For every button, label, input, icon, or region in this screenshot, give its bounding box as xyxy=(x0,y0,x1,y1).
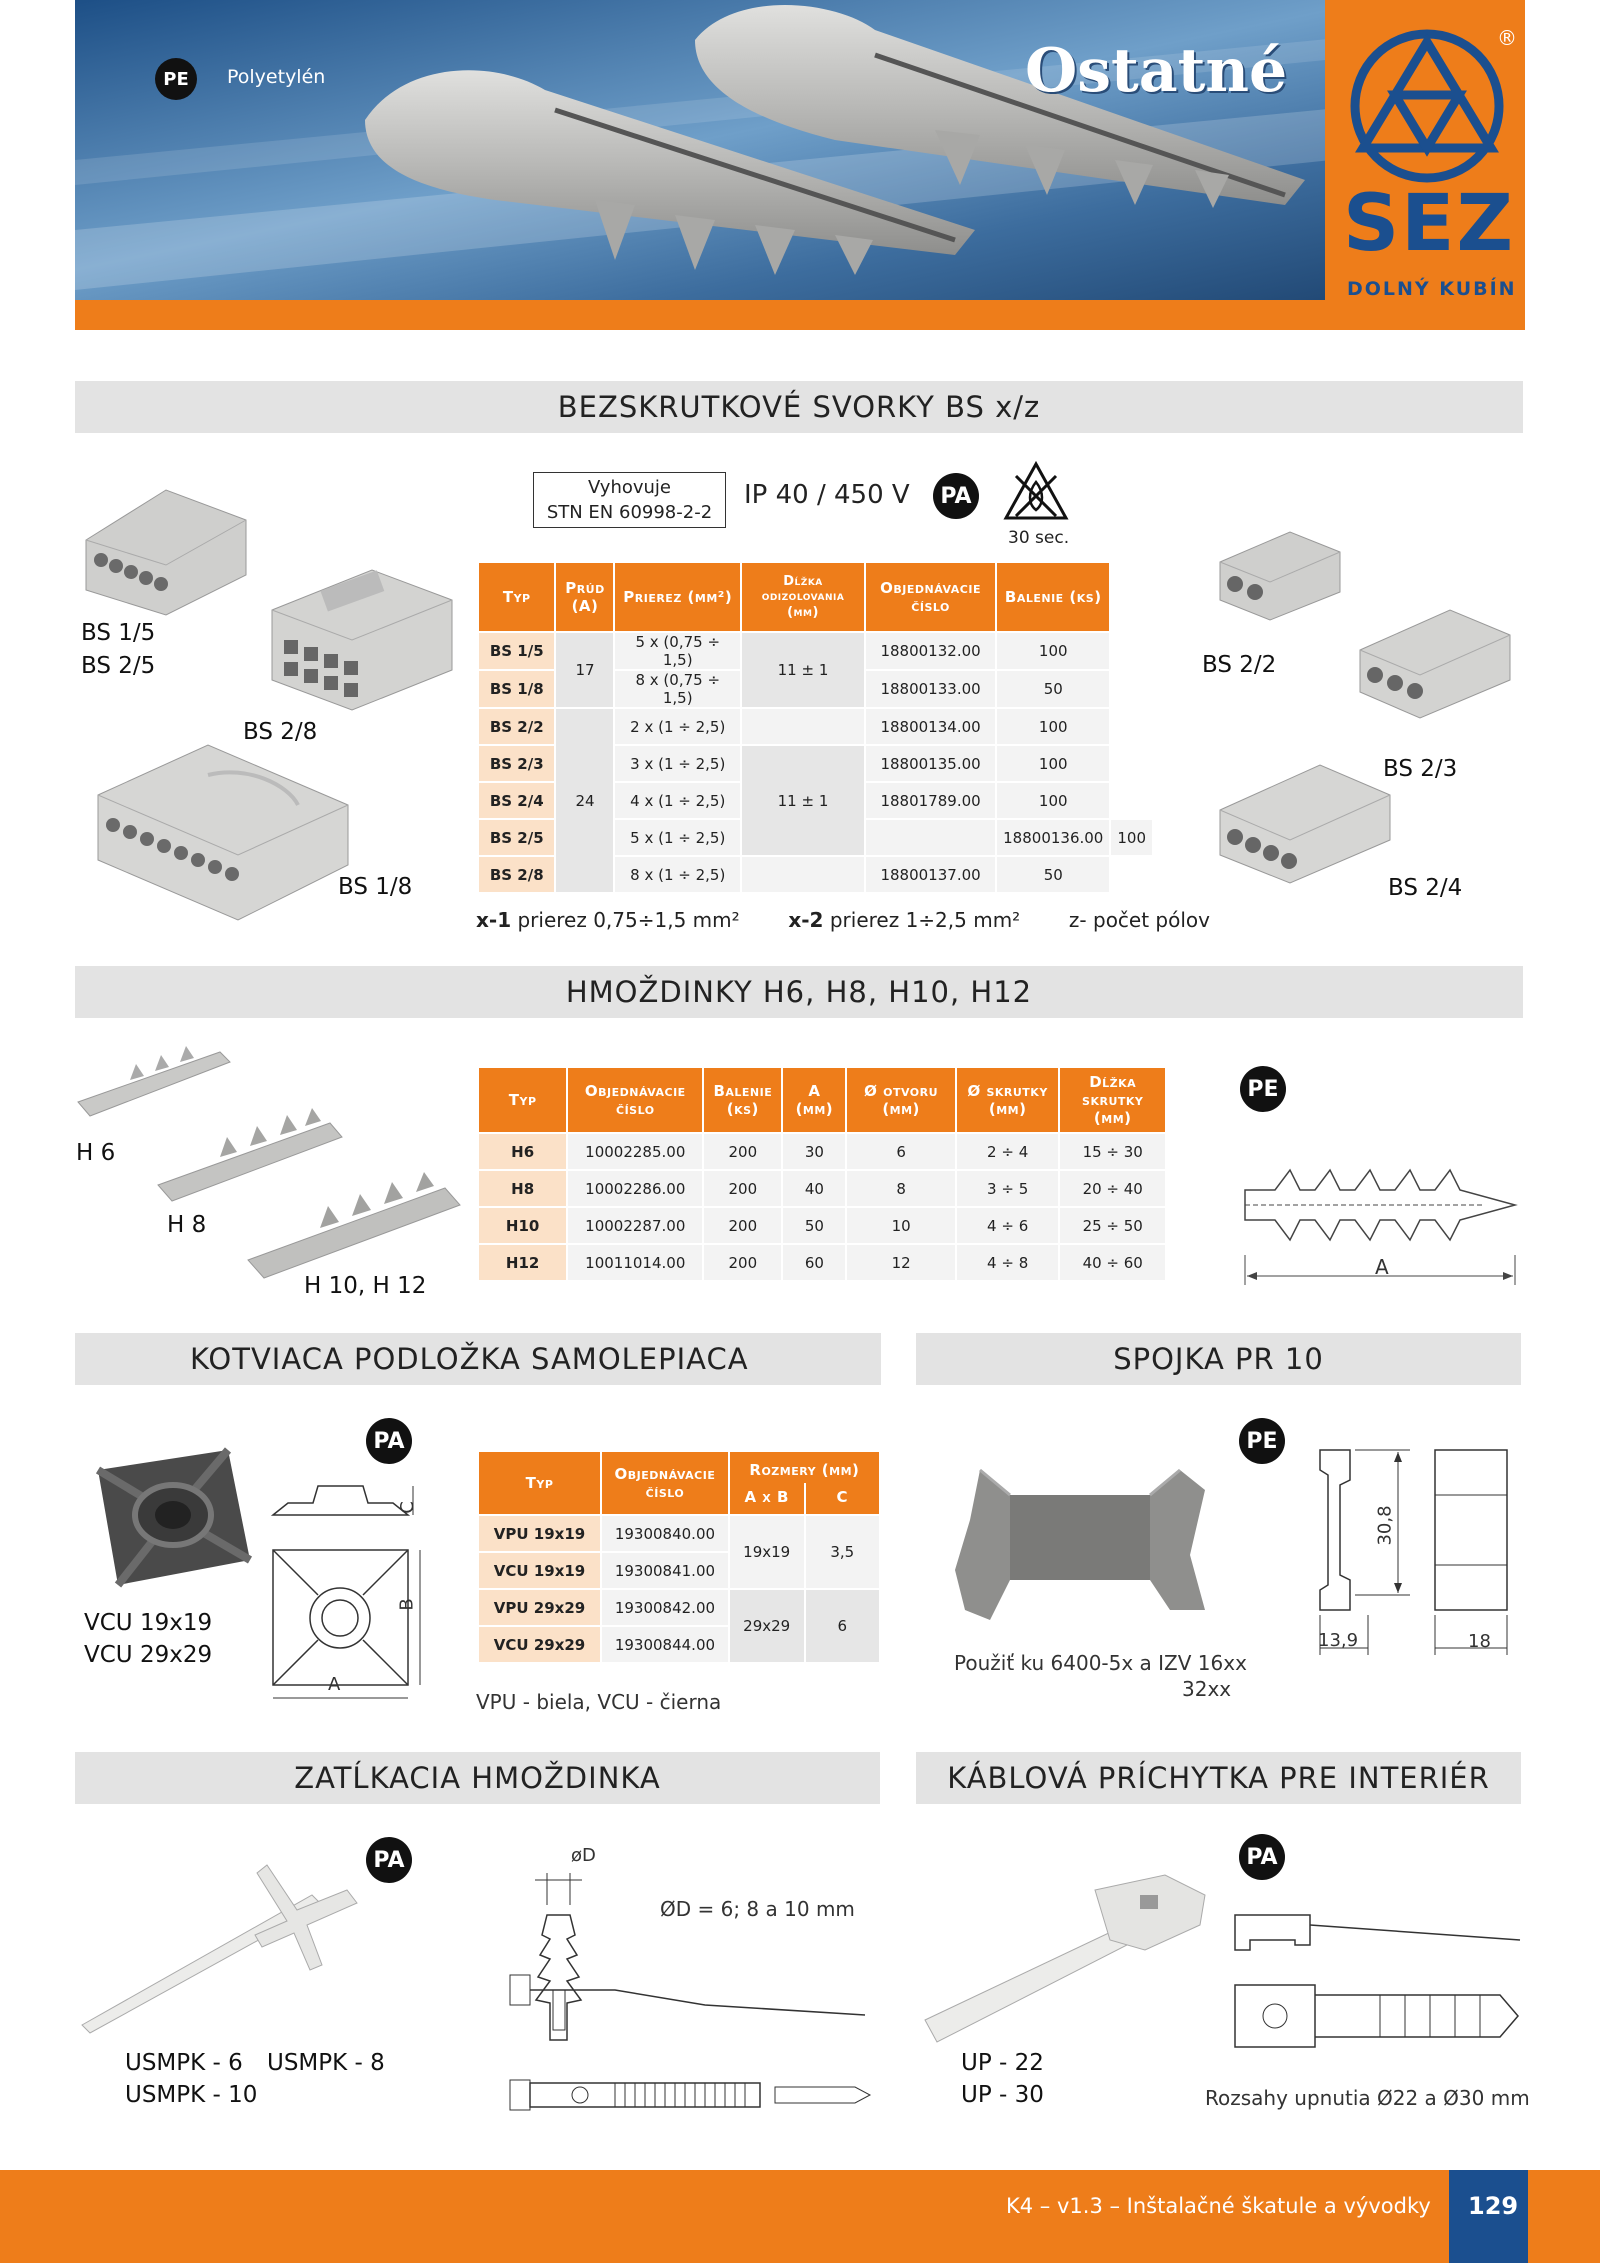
cell: 30 xyxy=(782,1133,846,1170)
sp-note-2: 32xx xyxy=(1182,1677,1232,1701)
note-z: z- počet pólov xyxy=(1068,908,1210,932)
sp-note-1: Použiť ku 6400-5x a IZV 16xx xyxy=(954,1651,1247,1675)
cell-typ: BS 2/5 xyxy=(478,819,555,856)
cell-prierez: 3 x (1 ÷ 2,5) xyxy=(614,745,741,782)
table-row xyxy=(478,708,1153,745)
label-usmpk-6: USMPK - 6 xyxy=(125,2050,243,2076)
mount-pad-image xyxy=(78,1440,258,1590)
cell-typ: BS 2/4 xyxy=(478,782,555,819)
connector-image xyxy=(950,1460,1220,1625)
cell-typ: H12 xyxy=(478,1244,567,1281)
cell: 200 xyxy=(703,1244,782,1281)
cell: 15 ÷ 30 xyxy=(1059,1133,1166,1170)
table-header-row xyxy=(478,562,1153,632)
label-bs-2-4: BS 2/4 xyxy=(1388,875,1463,901)
cell-typ: H10 xyxy=(478,1207,567,1244)
cell-dlzka-empty xyxy=(865,819,996,856)
col-cislo: Objednávacie číslo xyxy=(601,1451,729,1515)
cell-typ: BS 2/2 xyxy=(478,708,555,745)
col-rozmery: Rozmery (mm) xyxy=(729,1451,880,1483)
label-vcu-29: VCU 29x29 xyxy=(84,1642,213,1668)
cell-typ: VPU 29x29 xyxy=(478,1589,601,1626)
cell: 20 ÷ 40 xyxy=(1059,1170,1166,1207)
table-row xyxy=(478,1515,880,1552)
cell: 4 ÷ 6 xyxy=(956,1207,1060,1244)
label-h10-h12: H 10, H 12 xyxy=(304,1273,427,1299)
cell-cislo: 19300840.00 xyxy=(601,1515,729,1552)
norm-line2: STN EN 60998-2-2 xyxy=(546,502,713,523)
section-title-sp: SPOJKA PR 10 xyxy=(916,1333,1521,1385)
cell: 12 xyxy=(846,1244,956,1281)
note-x1: prierez 0,75÷1,5 mm² xyxy=(511,908,740,932)
cell: 40 xyxy=(782,1170,846,1207)
cell: 200 xyxy=(703,1207,782,1244)
plug-anchor-image xyxy=(72,1855,372,2035)
cell: 3 ÷ 5 xyxy=(956,1170,1060,1207)
cell-typ: VPU 19x19 xyxy=(478,1515,601,1552)
cell-cislo: 19300844.00 xyxy=(601,1626,729,1663)
kp-note: VPU - biela, VCU - čierna xyxy=(476,1690,722,1714)
cell-cislo: 19300841.00 xyxy=(601,1552,729,1589)
section-title-zh: ZATĹKACIA HMOŽDINKA xyxy=(75,1752,880,1804)
label-bs-2-2: BS 2/2 xyxy=(1202,652,1277,678)
kp-table xyxy=(477,1450,881,1664)
label-usmpk-8: USMPK - 8 xyxy=(267,2050,385,2076)
zh-note: ØD = 6; 8 a 10 mm xyxy=(660,1897,855,1921)
cell-dlzka: 11 ± 1 xyxy=(741,745,865,856)
label-usmpk-10: USMPK - 10 xyxy=(125,2082,258,2108)
col-balenie: Balenie (ks) xyxy=(996,562,1110,632)
bs-table xyxy=(477,561,1154,894)
cell-balenie: 100 xyxy=(996,708,1110,745)
cell: 10 xyxy=(846,1207,956,1244)
norm-box xyxy=(533,472,726,528)
dim-a-hm: A xyxy=(1375,1255,1389,1279)
pa-badge-kpi: PA xyxy=(1239,1834,1285,1880)
connector-drawing xyxy=(1300,1440,1525,1660)
cell: 60 xyxy=(782,1244,846,1281)
note-x2-label: x-2 xyxy=(788,908,824,932)
dim-height: 30,8 xyxy=(1374,1505,1396,1546)
cell-dlzka-empty xyxy=(741,708,865,745)
table-row xyxy=(478,1244,1166,1281)
anchor-h10-image xyxy=(240,1170,470,1280)
label-up-30: UP - 30 xyxy=(961,2082,1044,2108)
cell-prierez: 5 x (0,75 ÷ 1,5) xyxy=(614,632,741,670)
logo-sub: DOLNÝ KUBÍN xyxy=(1347,278,1517,300)
cell: 10002285.00 xyxy=(567,1133,703,1170)
registered-mark: ® xyxy=(1497,26,1517,50)
cell-ab: 29x29 xyxy=(729,1589,805,1663)
cell-balenie: 100 xyxy=(996,632,1110,670)
cell-prud: 24 xyxy=(555,708,614,893)
pe-badge: PE xyxy=(155,58,197,100)
cell: 4 ÷ 8 xyxy=(956,1244,1060,1281)
bs-1-5-image xyxy=(76,480,256,620)
logo-panel xyxy=(1325,0,1525,305)
label-bs-1-5: BS 1/5 xyxy=(81,620,156,646)
cell-c: 6 xyxy=(805,1589,880,1663)
col-otvor: Ø otvoru (mm) xyxy=(846,1067,956,1133)
header-photo xyxy=(75,0,1525,300)
footer-bar xyxy=(0,2170,1600,2263)
ip-rating: IP 40 / 450 V xyxy=(744,480,910,510)
cell: 10002287.00 xyxy=(567,1207,703,1244)
label-h6: H 6 xyxy=(76,1140,116,1166)
label-bs-2-5: BS 2/5 xyxy=(81,653,156,679)
cell-cislo: 18800133.00 xyxy=(865,670,996,708)
cell-balenie: 50 xyxy=(996,670,1110,708)
dim-a-kp: A xyxy=(328,1674,341,1695)
cell: 8 xyxy=(846,1170,956,1207)
cell: 2 ÷ 4 xyxy=(956,1133,1060,1170)
pa-badge-kp: PA xyxy=(366,1418,412,1464)
cell: 200 xyxy=(703,1133,782,1170)
col-ab: A x B xyxy=(729,1483,805,1515)
cable-clip-drawing xyxy=(1230,1900,1525,2065)
table-row xyxy=(478,1207,1166,1244)
col-dlzka: Dĺžka skrutky (mm) xyxy=(1059,1067,1166,1133)
cell-c: 3,5 xyxy=(805,1515,880,1589)
cable-clip-image xyxy=(915,1870,1215,2050)
bs-notes xyxy=(476,908,1210,932)
dim-b: B xyxy=(396,1598,418,1611)
cell-cislo: 19300842.00 xyxy=(601,1589,729,1626)
bs-2-2-image xyxy=(1210,522,1350,622)
label-bs-2-8: BS 2/8 xyxy=(243,719,318,745)
cell: 25 ÷ 50 xyxy=(1059,1207,1166,1244)
table-row xyxy=(478,1589,880,1626)
page-number: 129 xyxy=(1468,2192,1519,2220)
label-bs-2-3: BS 2/3 xyxy=(1383,756,1458,782)
col-typ: Typ xyxy=(478,562,555,632)
col-typ: Typ xyxy=(478,1067,567,1133)
cell-prud: 17 xyxy=(555,632,614,708)
pe-badge-hm: PE xyxy=(1240,1066,1286,1112)
logo-triangle-icon xyxy=(1347,28,1507,183)
cell-typ: BS 1/8 xyxy=(478,670,555,708)
cell-balenie: 100 xyxy=(996,745,1110,782)
section-title-hm: HMOŽDINKY H6, H8, H10, H12 xyxy=(75,966,1523,1018)
col-prud: Prúd (A) xyxy=(555,562,614,632)
col-dlzka: Dĺžka odizolovania (mm) xyxy=(741,562,865,632)
cell-balenie: 50 xyxy=(996,856,1110,893)
col-typ: Typ xyxy=(478,1451,601,1515)
table-row xyxy=(478,1170,1166,1207)
section-title-bs: BEZSKRUTKOVÉ SVORKY BS x/z xyxy=(75,381,1523,433)
cell-balenie: 100 xyxy=(996,782,1110,819)
cell-typ: H8 xyxy=(478,1170,567,1207)
logo-text: SEZ xyxy=(1343,179,1516,269)
cell-typ: BS 1/5 xyxy=(478,632,555,670)
cell-typ: VCU 19x19 xyxy=(478,1552,601,1589)
col-skrutky: Ø skrutky (mm) xyxy=(956,1067,1060,1133)
cell-typ: BS 2/8 xyxy=(478,856,555,893)
header-banner xyxy=(75,0,1525,330)
bs-1-8-image xyxy=(88,735,358,925)
cell-prierez: 8 x (1 ÷ 2,5) xyxy=(614,856,741,893)
cell-dlzka-empty xyxy=(741,856,865,893)
pa-badge-bs: PA xyxy=(933,473,979,519)
label-vcu-19: VCU 19x19 xyxy=(84,1610,213,1636)
table-row xyxy=(478,1133,1166,1170)
cell-prierez: 2 x (1 ÷ 2,5) xyxy=(614,708,741,745)
cell-cislo: 18800134.00 xyxy=(865,708,996,745)
norm-line1: Vyhovuje xyxy=(587,477,672,498)
cell: 40 ÷ 60 xyxy=(1059,1244,1166,1281)
dim-c: C xyxy=(396,1501,418,1514)
bs-2-4-image xyxy=(1210,755,1400,885)
footer-text: K4 – v1.3 – Inštalačné škatule a vývodky xyxy=(1006,2194,1431,2218)
label-bs-1-8: BS 1/8 xyxy=(338,874,413,900)
pe-badge-sp: PE xyxy=(1239,1418,1285,1464)
cell-balenie: 100 xyxy=(1110,819,1153,856)
section-title-kpi: KÁBLOVÁ PRÍCHYTKA PRE INTERIÉR xyxy=(916,1752,1521,1804)
col-c: C xyxy=(805,1483,880,1515)
cell-typ: BS 2/3 xyxy=(478,745,555,782)
cell: 50 xyxy=(782,1207,846,1244)
bs-2-3-image xyxy=(1350,600,1520,720)
cell: 10002286.00 xyxy=(567,1170,703,1207)
fire-test-label: 30 sec. xyxy=(1008,528,1070,548)
kpi-note: Rozsahy upnutia Ø22 a Ø30 mm xyxy=(1205,2086,1530,2110)
table-header-row xyxy=(478,1451,880,1483)
cell-cislo: 18800135.00 xyxy=(865,745,996,782)
cell: 6 xyxy=(846,1133,956,1170)
cell-dlzka: 11 ± 1 xyxy=(741,632,865,708)
cell-prierez: 8 x (0,75 ÷ 1,5) xyxy=(614,670,741,708)
dim-od: øD xyxy=(571,1845,596,1866)
cell-prierez: 4 x (1 ÷ 2,5) xyxy=(614,782,741,819)
col-cislo: Objednávacie číslo xyxy=(567,1067,703,1133)
hm-table xyxy=(477,1066,1167,1282)
note-x2: prierez 1÷2,5 mm² xyxy=(823,908,1021,932)
dim-width-2: 18 xyxy=(1468,1631,1491,1652)
cell: 10011014.00 xyxy=(567,1244,703,1281)
pa-badge-zh: PA xyxy=(366,1837,412,1883)
col-balenie: Balenie (ks) xyxy=(703,1067,782,1133)
pe-label: Polyetylén xyxy=(227,66,326,88)
table-header-row xyxy=(478,1067,1166,1133)
cell-cislo: 18800137.00 xyxy=(865,856,996,893)
col-cislo: Objednávacie číslo xyxy=(865,562,996,632)
col-a: A (mm) xyxy=(782,1067,846,1133)
table-row xyxy=(478,632,1153,670)
cell-typ: H6 xyxy=(478,1133,567,1170)
label-h8: H 8 xyxy=(167,1212,207,1238)
cell-cislo: 18800132.00 xyxy=(865,632,996,670)
dim-width-1: 13,9 xyxy=(1318,1630,1359,1651)
cell: 200 xyxy=(703,1170,782,1207)
note-x1-label: x-1 xyxy=(476,908,512,932)
col-prierez: Prierez (mm²) xyxy=(614,562,741,632)
bs-2-8-image xyxy=(262,560,462,720)
cell-ab: 19x19 xyxy=(729,1515,805,1589)
section-title-kp: KOTVIACA PODLOŽKA SAMOLEPIACA xyxy=(75,1333,881,1385)
page-title: Ostatné xyxy=(1025,36,1288,106)
fire-test-icon xyxy=(1002,460,1070,524)
cell-cislo: 18800136.00 xyxy=(996,819,1110,856)
cell-prierez: 5 x (1 ÷ 2,5) xyxy=(614,819,741,856)
cell-cislo: 18801789.00 xyxy=(865,782,996,819)
cell-typ: VCU 29x29 xyxy=(478,1626,601,1663)
label-up-22: UP - 22 xyxy=(961,2050,1044,2076)
